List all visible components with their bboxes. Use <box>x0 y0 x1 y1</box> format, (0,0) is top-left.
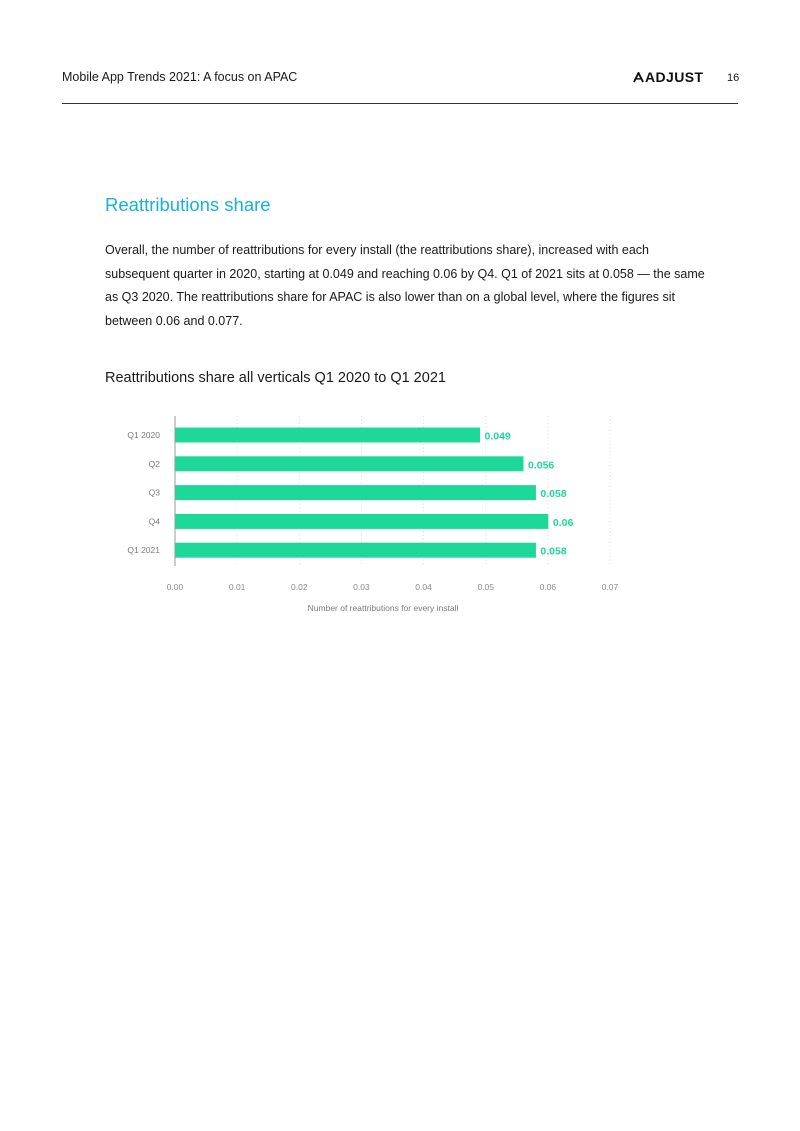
category-label: Q2 <box>148 458 160 469</box>
bar <box>176 456 524 471</box>
bar <box>176 514 549 529</box>
data-label: 0.058 <box>540 488 567 501</box>
data-label: 0.056 <box>528 459 555 472</box>
category-label: Q4 <box>148 516 160 527</box>
x-tick-label: 0.02 <box>291 582 308 592</box>
adjust-logo-icon <box>633 72 644 83</box>
category-label: Q1 2020 <box>127 430 160 440</box>
x-tick-label: 0.04 <box>415 582 432 592</box>
data-label: 0.049 <box>484 430 511 443</box>
chart-title: Reattributions share all verticals Q1 2020 to Q1 2021 <box>105 370 446 386</box>
chart-labels <box>127 430 618 592</box>
data-label: 0.06 <box>552 516 574 529</box>
x-tick-label: 0.06 <box>539 582 557 592</box>
x-tick-label: 0.00 <box>166 582 184 592</box>
x-tick-label: 0.01 <box>228 582 246 592</box>
x-tick-label: 0.05 <box>477 582 494 592</box>
category-label: Q3 <box>148 487 160 498</box>
header-divider <box>62 103 738 104</box>
page-number: 16 <box>727 72 740 84</box>
logo-text: ADJUST <box>645 69 704 85</box>
bar <box>176 485 536 500</box>
adjust-logo <box>633 69 703 85</box>
x-tick-label: 0.03 <box>353 582 370 592</box>
x-axis-title: Number of reattributions for every install <box>307 603 459 613</box>
data-label: 0.058 <box>540 545 567 558</box>
bar <box>176 428 481 443</box>
document-title: Mobile App Trends 2021: A focus on APAC <box>62 70 298 84</box>
section-title: Reattributions share <box>105 194 271 215</box>
x-tick-label: 0.07 <box>601 582 619 592</box>
bar <box>176 543 536 558</box>
category-label: Q1 2021 <box>127 545 160 556</box>
chart-bars <box>176 428 549 558</box>
chart-gridlines <box>237 416 610 566</box>
section-body-text: Overall, the number of reattributions for every install (the reattributions share), increased with each subsequent quarter in 2020, starting at 0.049 and reaching 0.06 by Q4. Q1 of 2021 sits at 0.058 — the same as Q3 2020. The reattributions share for APAC is also lower than on a global level, where the figures sit between 0.06 and 0.077. <box>105 243 705 328</box>
